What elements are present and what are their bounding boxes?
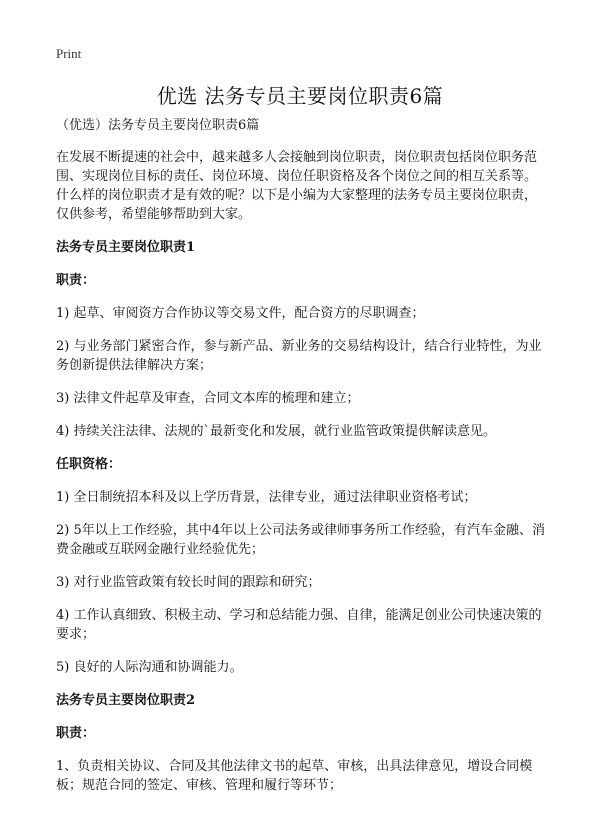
duty-item-2: 2) 与业务部门紧密合作，参与新产品、新业务的交易结构设计，结合行业特性，为业务创新提供法律解决方案； <box>56 339 542 373</box>
duty-item-3: 3) 法律文件起草及审查，合同文本库的梳理和建立； <box>56 391 360 406</box>
document-subtitle: （优选）法务专员主要岗位职责6篇 <box>56 118 260 133</box>
document-body <box>56 116 546 809</box>
qualification-item-5: 5) 良好的人际沟通和协调能力。 <box>56 660 243 675</box>
qualification-item-3: 3) 对行业监管政策有较长时间的跟踪和研究； <box>56 575 321 590</box>
intro-paragraph: 在发展不断提速的社会中，越来越多人会接触到岗位职责，岗位职责包括岗位职务范围、实现岗位目标的责任、岗位环境、岗位任职资格及各个岗位之间的相互关系等。什么样的岗位职责才是有效的呢？以下是小编为大家整理的法务专员主要岗位职责，仅供参考，希望能够帮助到大家。 <box>56 150 538 222</box>
print-label: Print <box>56 46 82 61</box>
duty-item-1: 1) 起草、审阅资方合作协议等交易文件，配合资方的尽职调查； <box>56 306 425 321</box>
section-2-duties-heading: 职责： <box>56 726 96 741</box>
section-1-qualifications-heading: 任职资格： <box>56 457 122 472</box>
section-2-duty-item-1: 1、负责相关协议、合同及其他法律文书的起草、审核，出具法律意见，增设合同模板；规范合同的签定、审核、管理和履行等环节； <box>56 759 533 793</box>
page-title: 优选 法务专员主要岗位职责6篇 <box>156 84 444 108</box>
qualification-item-2: 2) 5年以上工作经验，其中4年以上公司法务或律师事务所工作经验，有汽车金融、消费金融或互联网金融行业经验优先； <box>56 523 546 557</box>
duty-item-4: 4) 持续关注法律、法规的`最新变化和发展，就行业监管政策提供解读意见。 <box>56 424 496 439</box>
qualification-item-1: 1) 全日制统招本科及以上学历背景，法律专业，通过法律职业资格考试； <box>56 490 477 505</box>
section-2-heading: 法务专员主要岗位职责2 <box>56 693 196 708</box>
qualification-item-4: 4) 工作认真细致、积极主动、学习和总结能力强、自律，能满足创业公司快速决策的要求； <box>56 608 542 642</box>
section-1-duties-heading: 职责： <box>56 273 96 288</box>
section-1-heading: 法务专员主要岗位职责1 <box>56 240 196 255</box>
